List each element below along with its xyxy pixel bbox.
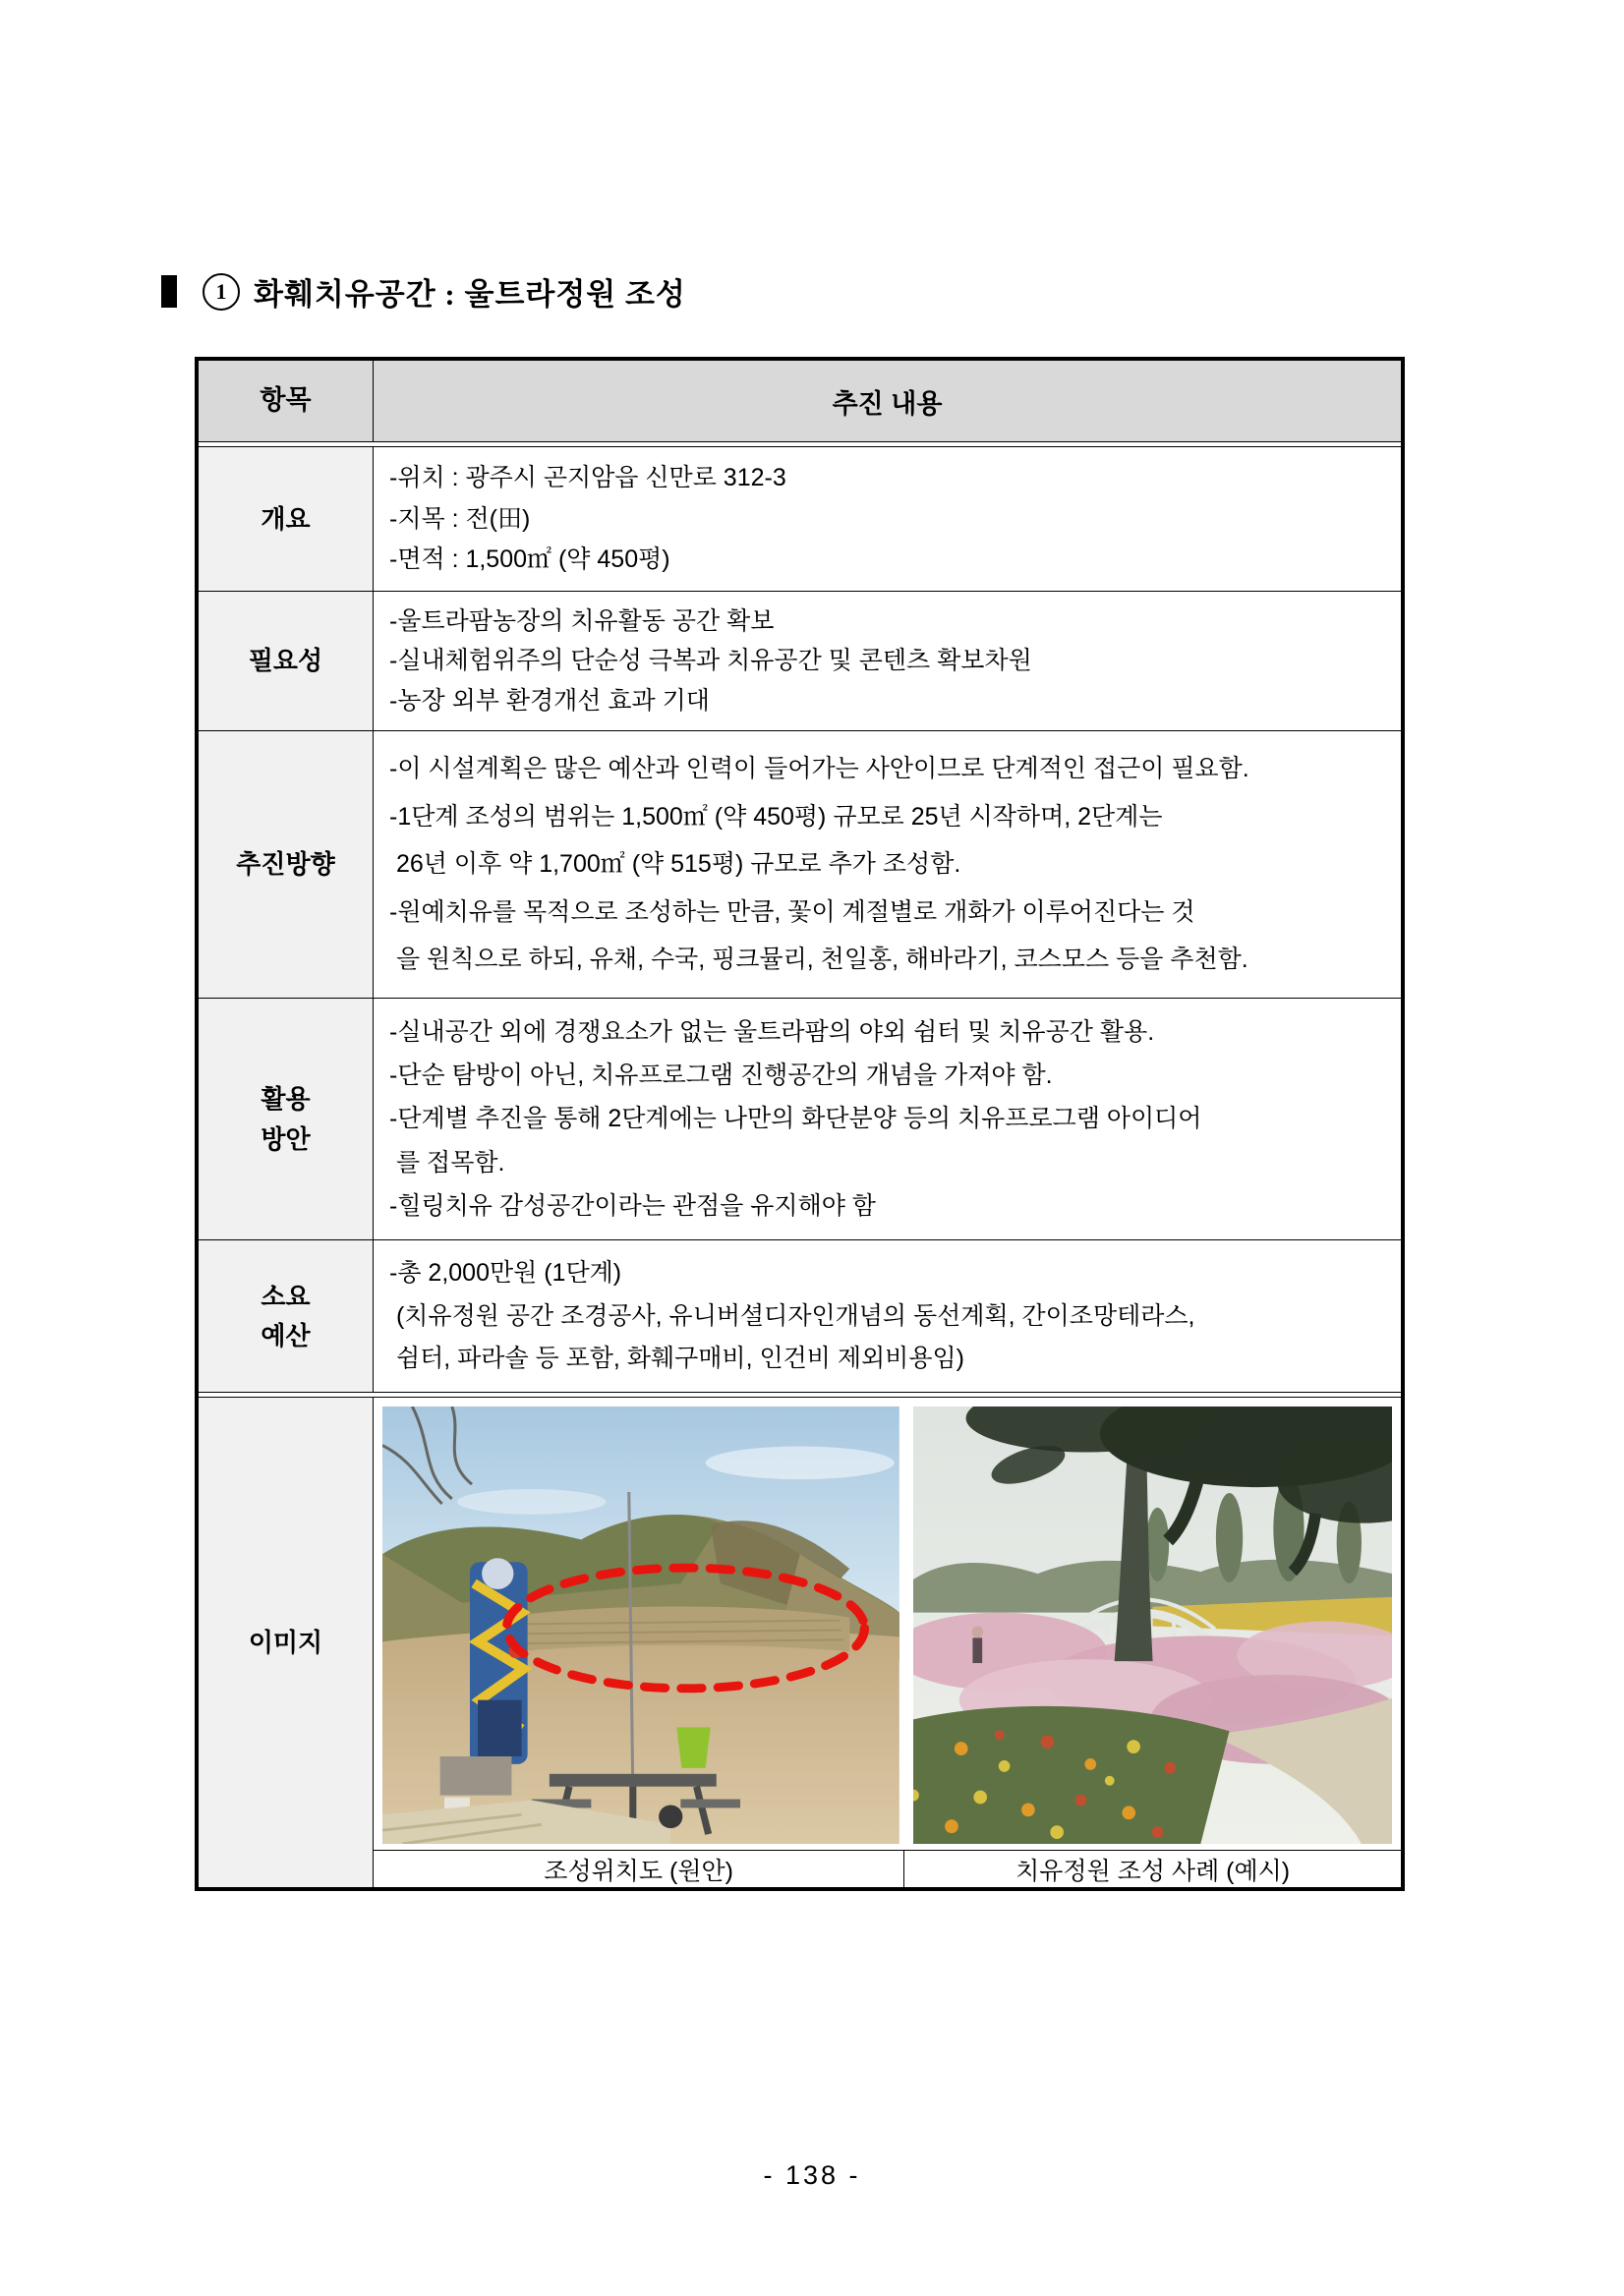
content-line: (치유정원 공간 조경공사, 유니버셜디자인개념의 동선계획, 간이조망테라스,: [389, 1301, 1195, 1330]
row-label-text: 이미지: [248, 1627, 323, 1657]
title-marker-icon: [161, 275, 177, 308]
content-line: -1단계 조성의 범위는 1,500㎡ (약 450평) 규모로 25년 시작하며, 2단계는: [389, 802, 1163, 831]
row-content: [374, 999, 1401, 1239]
healing-garden-photo: [913, 1406, 1392, 1844]
right-photo-caption: 치유정원 조성 사례 (예시): [1015, 1857, 1291, 1885]
statue: [470, 1558, 528, 1764]
row-label-text: 소요: [261, 1281, 311, 1311]
row-label-text: 필요성: [248, 646, 323, 676]
content-line: -면적 : 1,500㎡ (약 450평): [389, 545, 670, 574]
content-line: -농장 외부 환경개선 효과 기대: [389, 686, 710, 715]
row-content: [374, 1240, 1401, 1392]
row-label-text: 개요: [261, 503, 311, 534]
table-row-images: [199, 1398, 1401, 1887]
content-line: -실내공간 외에 경쟁요소가 없는 울트라팜의 야외 쉼터 및 치유공간 활용.: [389, 1017, 1155, 1046]
content-line: -힐링치유 감성공간이라는 관점을 유지해야 함: [389, 1191, 876, 1220]
content-line: -총 2,000만원 (1단계): [389, 1259, 622, 1288]
row-label: [199, 999, 374, 1239]
row-label: [199, 1398, 374, 1887]
row-label: [199, 447, 374, 591]
page-number: - 138 -: [763, 2160, 861, 2190]
row-content: [374, 731, 1401, 998]
row-content: [374, 447, 1401, 591]
content-line: -지목 : 전(田): [389, 504, 531, 533]
image-row-content: [374, 1398, 1401, 1887]
flower-bed: [913, 1706, 1230, 1844]
table-row-direction: [199, 731, 1401, 999]
photo-captions: [374, 1850, 1401, 1887]
green-bucket: [676, 1727, 710, 1768]
table-row-budget: [199, 1240, 1401, 1393]
photos-strip: [374, 1398, 1401, 1850]
content-line: -원예치유를 목적으로 조성하는 만큼, 꽃이 계절별로 개화가 이루어진다는 것: [389, 897, 1195, 926]
table-row-utilization: [199, 999, 1401, 1240]
site-location-photo: [382, 1406, 899, 1844]
row-label-text: 예산: [261, 1321, 311, 1350]
row-label: [199, 731, 374, 998]
header-content-col: 추진 내용: [374, 361, 1401, 441]
left-photo-caption: 조성위치도 (원안): [374, 1851, 904, 1887]
row-label-text: 추진방향: [236, 849, 335, 880]
content-line: -단순 탐방이 아닌, 치유프로그램 진행공간의 개념을 가져야 함.: [389, 1062, 1053, 1089]
table-header-row: [199, 361, 1401, 442]
page-title: 화훼치유공간 : 울트라정원 조성: [254, 277, 686, 312]
row-content: [374, 592, 1401, 730]
content-line: -울트라팜농장의 치유활동 공간 확보: [389, 606, 775, 635]
row-label-text: 방안: [261, 1123, 311, 1154]
row-label: [199, 1240, 374, 1392]
content-line: 를 접목함.: [389, 1148, 505, 1177]
table-row-necessity: [199, 592, 1401, 731]
content-line: 쉼터, 파라솔 등 포함, 화훼구매비, 인건비 제외비용임): [389, 1345, 964, 1373]
content-line: -단계별 추진을 통해 2단계에는 나만의 화단분양 등의 치유프로그램 아이디어: [389, 1105, 1202, 1133]
content-line: -위치 : 광주시 곤지암읍 신만로 312-3: [389, 464, 786, 492]
content-line: 26년 이후 약 1,700㎡ (약 515평) 규모로 추가 조성함.: [389, 850, 961, 879]
circled-number-icon: 1: [203, 273, 240, 311]
row-label-text: 활용: [261, 1084, 311, 1115]
table-row-overview: [199, 447, 1401, 592]
document-title: [161, 269, 686, 314]
plan-table: [195, 357, 1405, 1891]
site-photo-illustration: [382, 1406, 899, 1844]
header-item-col: 항목: [199, 361, 374, 441]
content-line: -실내체험위주의 단순성 극복과 치유공간 및 콘텐츠 확보차원: [389, 647, 1032, 675]
row-label: [199, 592, 374, 730]
content-line: -이 시설계획은 많은 예산과 인력이 들어가는 사안이므로 단계적인 접근이 필요함.: [389, 755, 1249, 783]
garden-photo-illustration: [913, 1406, 1392, 1844]
content-line: 을 원칙으로 하되, 유채, 수국, 핑크뮬리, 천일홍, 해바라기, 코스모스 등을 추천함.: [389, 946, 1248, 974]
